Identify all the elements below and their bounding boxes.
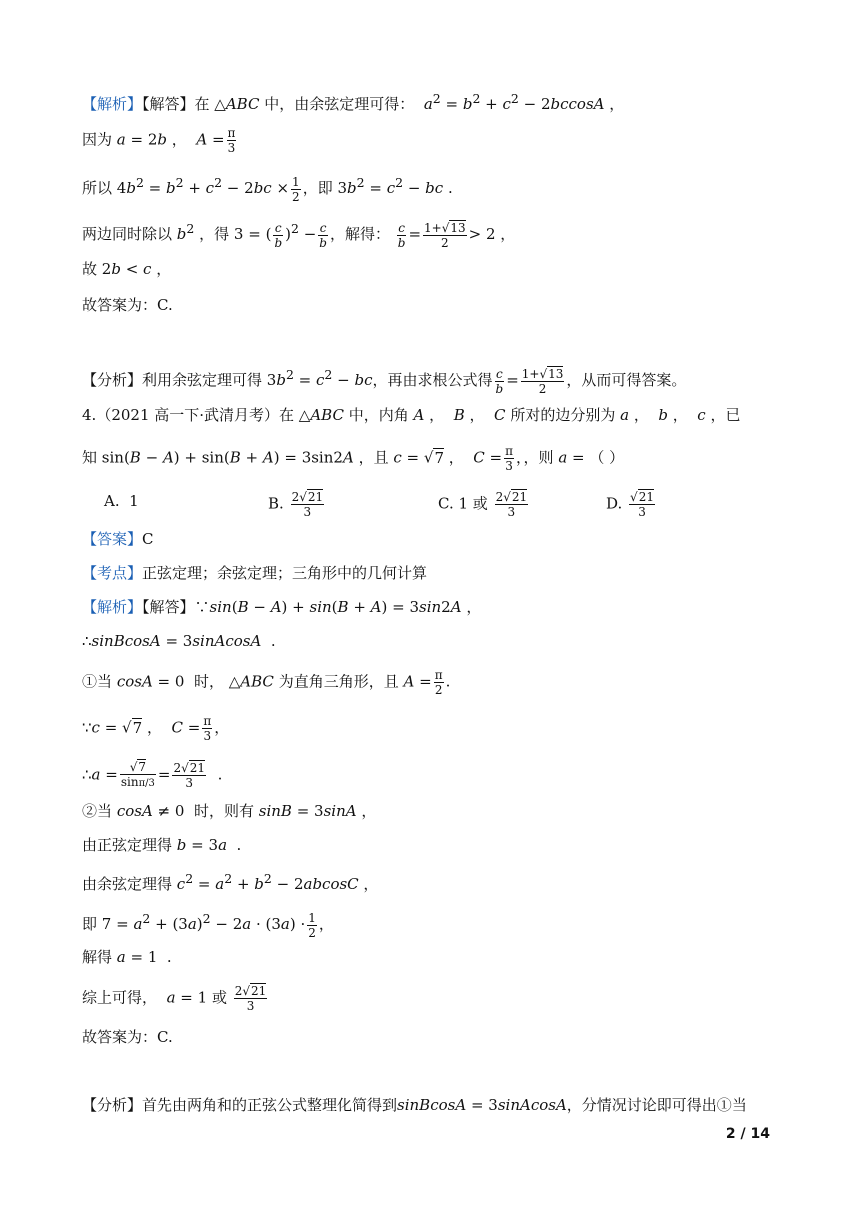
- text: ，从而可得答案。: [566, 371, 687, 389]
- analysis4-line: 【分析】首先由两角和的正弦公式整理化简得到sinBcosA = 3sinAcosA，分情况讨论即可得出①当: [82, 1096, 747, 1114]
- text: ，得: [199, 225, 230, 243]
- text: ，即: [302, 179, 333, 197]
- sol4-final: 故答案为：C.: [82, 1028, 173, 1046]
- sol4-line-1: 【解析】【解答】∵sin(B − A) + sin(B + A) = 3sin2A ，: [82, 598, 482, 616]
- text: 所以: [82, 179, 113, 197]
- text: 即: [82, 915, 98, 933]
- text: 首先由两角和的正弦公式整理化简得到: [142, 1096, 398, 1114]
- points-value: 正弦定理；余弦定理；三角形中的几何计算: [142, 564, 428, 582]
- text: 故: [82, 260, 98, 278]
- text: ，且: [358, 448, 389, 467]
- sol3-line-4: 两边同时除以 $b^2$ ，得 3 = ( $\frac{c}{b}$ )$^2$ − $\frac{c}{b}$ ，解得： $\frac{c}{b}$ = $\frac{1+√13}{2}$ > 2 ，: [82, 220, 516, 250]
- analysis3-line: 【分析】利用余弦定理可得 $3b^2 = c^2$ − bc，再由求根公式得 $\frac{c}{b}$ = $\frac{1+√13}{2}$ ，从而可得答案。: [82, 366, 687, 396]
- sol4-case2: ②当 cosA ≠ 0 时，则有 sinB = 3sinA ，: [82, 802, 377, 820]
- text: 所对的边分别为: [510, 406, 616, 424]
- text: 利用余弦定理可得: [142, 371, 263, 389]
- text: 解得: [82, 948, 113, 966]
- answer-value: C: [142, 530, 154, 548]
- text: 或: [211, 988, 227, 1007]
- option-d: D. $\frac{√21}{3}$: [606, 490, 654, 519]
- tag-fenxi: 【分析】: [82, 371, 143, 389]
- text: 当: [97, 802, 113, 820]
- q4-options: [104, 490, 764, 520]
- option-b: B. $\frac{2√21}{3}$: [268, 490, 324, 519]
- tag-jieda: 【解答】: [142, 598, 195, 616]
- tag-jiexi: 【解析】: [82, 598, 143, 616]
- text: 在 △: [279, 406, 311, 424]
- text: 因为: [82, 130, 113, 149]
- formula: ABC: [225, 95, 260, 113]
- text: 当: [731, 1096, 747, 1114]
- option-a: A. 1: [104, 492, 139, 510]
- text: 由余弦定理得: [82, 875, 173, 893]
- text: 由正弦定理得: [82, 836, 173, 854]
- question-number: 4.: [82, 406, 97, 424]
- fraction-pi-3: $\frac{\pi}{3}$: [227, 126, 236, 155]
- sol4-line-7: 由正弦定理得 b = 3a .: [82, 836, 242, 854]
- page-number: 2 / 14: [725, 1126, 770, 1142]
- text: ，分情况讨论即可得出: [566, 1096, 717, 1114]
- sol4-line-5: ∴a = $\frac{√7}{\sin\pi/3}$ = $\frac{2√21}{3}$ .: [82, 760, 223, 790]
- text: ，解得：: [329, 225, 390, 243]
- text: 两边同时除以: [82, 225, 173, 243]
- text: ，再由求根公式得: [372, 371, 493, 389]
- option-c: C. 1 或 $\frac{2√21}{3}$: [438, 490, 528, 519]
- text: ，已: [710, 406, 741, 424]
- tag-fenxi: 【分析】: [82, 1096, 143, 1114]
- text: 在 △: [194, 95, 226, 113]
- sol3-line-2: 因为 a = 2b ， A = $\frac{\pi}{3}$: [82, 126, 236, 155]
- text: 知: [82, 448, 98, 467]
- sol3-line-1: 【解析】【解答】在 △ABC 中，由余弦定理可得： $a^2 = b^2 + c^2 - 2bccosA$ ，: [82, 91, 625, 113]
- text: 中，由余弦定理可得：: [264, 95, 415, 113]
- sol4-line-11: 综上可得， a = 1 或 $\frac{2√21}{3}$: [82, 984, 267, 1013]
- q4-line-1: 4.（2021 高一下·武清月考）在 △ABC 中，内角 A ， B ， C 所对的边分别为 a ， b ， c ，已: [82, 406, 741, 424]
- text: 时，则有: [193, 802, 254, 820]
- formula-cosine-law: a: [423, 95, 433, 113]
- q4-line-2: 知 sin(B − A) + sin(B + A) = 3sin2A ，且 c = √7 ， C = $\frac{\pi}{3}$ ，，则 a = （ ）: [82, 444, 625, 473]
- tag-jiexi: 【解析】: [82, 95, 143, 113]
- text: 综上可得，: [82, 988, 158, 1007]
- tag-daan: 【答案】: [82, 530, 143, 548]
- sol4-line-9: 即 $7 = a^2 + (3a)^2 - 2a \cdot (3a)$ · $\frac{1}{2}$ ，: [82, 910, 334, 940]
- sol4-line-8: 由余弦定理得 $c^2 = a^2 + b^2 - 2abcosC$ ，: [82, 871, 379, 893]
- sol3-line-6: 故答案为：C.: [82, 296, 173, 314]
- text: 为直角三角形，且: [278, 672, 399, 691]
- text: ，则: [523, 448, 554, 467]
- answer-blank: （ ）: [589, 448, 625, 467]
- text: 当: [97, 672, 113, 691]
- text: 时，: [193, 672, 224, 691]
- sol3-line-5: 故 2b < c ，: [82, 260, 172, 278]
- text: 中，内角: [348, 406, 409, 424]
- tag-jieda: 【解答】: [142, 95, 195, 113]
- answer-line: [82, 528, 154, 550]
- sol3-line-3: 所以 $4b^2 = b^2 + c^2 - 2bc$ × $\frac{1}{2}$ ，即 $3b^2 = c^2$ − bc .: [82, 174, 453, 204]
- sol4-case1: ①当 cosA = 0 时， △ABC 为直角三角形，且 A = $\frac{\pi}{2}$ .: [82, 668, 451, 697]
- question-source: （2021 高一下·武清月考）: [96, 406, 280, 424]
- points-line: [82, 562, 427, 584]
- sol4-line-4: ∵c = √7 ， C = $\frac{\pi}{3}$ ，: [82, 714, 230, 743]
- sol4-line-2: ∴sinBcosA = 3sinAcosA .: [82, 632, 276, 650]
- sol4-line-10: 解得 a = 1 .: [82, 948, 172, 966]
- tag-kaodian: 【考点】: [82, 564, 143, 582]
